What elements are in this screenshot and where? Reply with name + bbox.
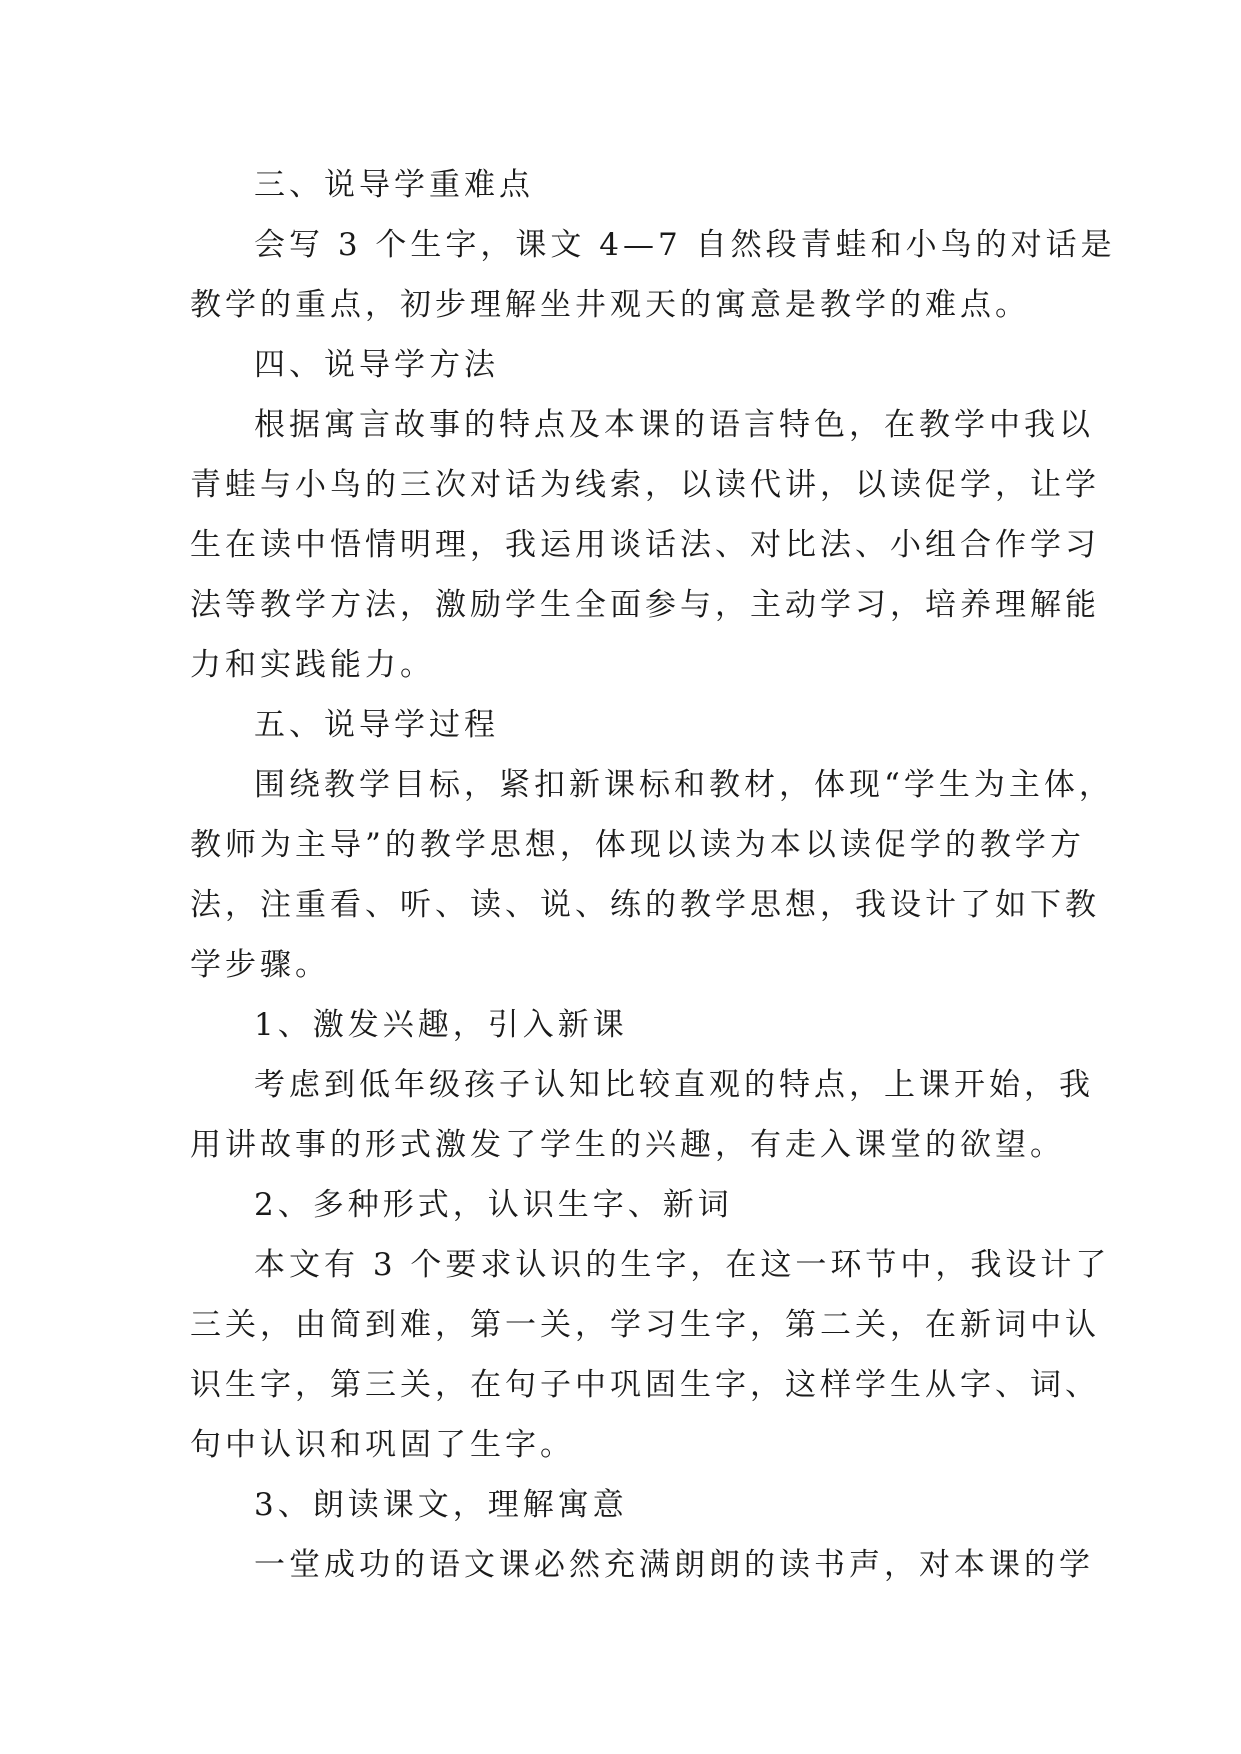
text-line: 法等教学方法，激励学生全面参与，主动学习，培养理解能 [190, 587, 1100, 623]
text-line: 教学的重点，初步理解坐井观天的寓意是教学的难点。 [190, 287, 1030, 323]
text-line: 四、说导学方法 [254, 347, 499, 383]
text-line: 三关，由简到难，第一关，学习生字，第二关，在新词中认 [190, 1307, 1100, 1343]
text-line: 生在读中悟情明理，我运用谈话法、对比法、小组合作学习 [190, 527, 1100, 563]
text-line: 识生字，第三关，在句子中巩固生字，这样学生从字、词、 [190, 1367, 1100, 1403]
text-line: 法，注重看、听、读、说、练的教学思想，我设计了如下教 [190, 887, 1100, 923]
text-line: 2、多种形式，认识生字、新词 [254, 1187, 733, 1223]
text-line: 会写 3 个生字，课文 4—7 自然段青蛙和小鸟的对话是 [254, 227, 1116, 263]
text-line: 学步骤。 [190, 947, 330, 983]
text-line: 句中认识和巩固了生字。 [190, 1427, 575, 1463]
text-line: 根据寓言故事的特点及本课的语言特色，在教学中我以 [254, 407, 1094, 443]
text-line: 三、说导学重难点 [254, 167, 534, 203]
document-body [190, 155, 1116, 1595]
text-line: 本文有 3 个要求认识的生字，在这一环节中，我设计了 [254, 1247, 1111, 1283]
text-line: 考虑到低年级孩子认知比较直观的特点，上课开始，我 [254, 1067, 1094, 1103]
text-line: 青蛙与小鸟的三次对话为线索，以读代讲，以读促学，让学 [190, 467, 1100, 503]
text-line: 五、说导学过程 [254, 707, 499, 743]
text-line: 用讲故事的形式激发了学生的兴趣，有走入课堂的欲望。 [190, 1127, 1065, 1163]
text-line: 3、朗读课文，理解寓意 [254, 1487, 628, 1523]
text-line: 力和实践能力。 [190, 647, 435, 683]
text-line: 围绕教学目标，紧扣新课标和教材，体现“学生为主体， [254, 767, 1114, 803]
text-line: 教师为主导”的教学思想，体现以读为本以读促学的教学方 [190, 827, 1085, 863]
text-line: 1、激发兴趣，引入新课 [254, 1007, 628, 1043]
text-line: 一堂成功的语文课必然充满朗朗的读书声，对本课的学 [254, 1547, 1094, 1583]
